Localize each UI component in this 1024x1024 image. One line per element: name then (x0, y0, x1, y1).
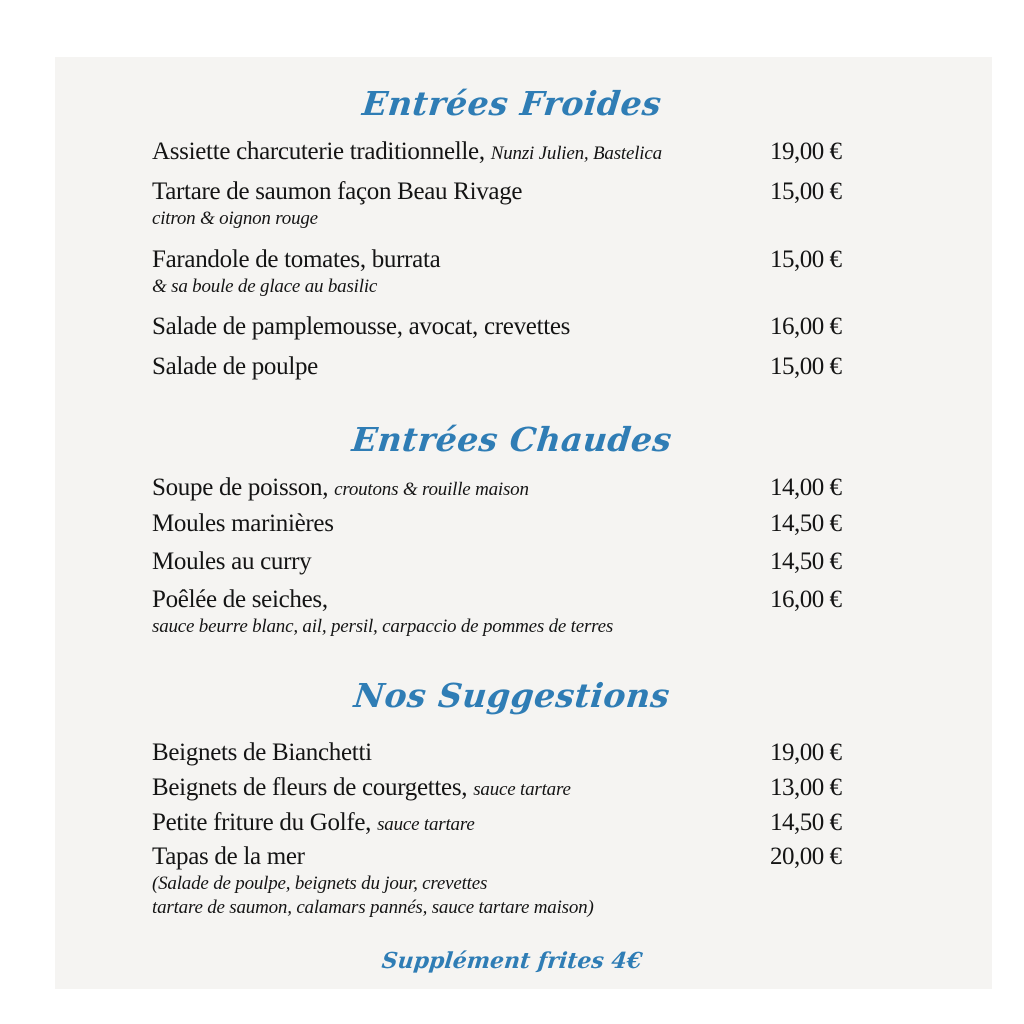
menu-item-price: 14,50 € (770, 548, 842, 575)
menu-item-price: 20,00 € (770, 843, 842, 870)
menu-item-note: sauce tartare (377, 814, 475, 835)
menu-item-name: Poêlée de seiches, (152, 586, 328, 613)
menu-item-name: Assiette charcuterie traditionnelle, Nunzi Julien, Bastelica (152, 138, 662, 165)
menu-item (152, 808, 872, 840)
menu-item (152, 547, 872, 577)
menu-item (152, 585, 872, 639)
menu-item-description: sauce beurre blanc, ail, persil, carpaccio de pommes de terres (152, 616, 614, 637)
menu-item-name: Moules au curry (152, 548, 312, 575)
menu-item-description: (Salade de poulpe, beignets du jour, crevettes (152, 873, 488, 894)
menu-item (152, 312, 872, 342)
menu-item-description: & sa boule de glace au basilic (152, 276, 378, 297)
menu-item-name: Beignets de fleurs de courgettes, sauce tartare (152, 774, 571, 801)
section-title-entrees-froides: Entrées Froides (360, 84, 664, 123)
menu-item-note: sauce tartare (473, 779, 571, 800)
menu-item (152, 352, 872, 382)
menu-item-description: citron & oignon rouge (152, 208, 318, 229)
menu-item-name: Moules marinières (152, 510, 334, 537)
menu-item-price: 16,00 € (770, 313, 842, 340)
menu-item-description: tartare de saumon, calamars pannés, sauce tartare maison) (152, 897, 594, 918)
menu-item-name: Tapas de la mer (152, 843, 305, 870)
menu-item-price: 15,00 € (770, 246, 842, 273)
menu-item (152, 773, 872, 805)
menu-item (152, 137, 872, 169)
section-title-nos-suggestions: Nos Suggestions (352, 676, 672, 715)
menu-item-price: 19,00 € (770, 138, 842, 165)
menu-item-price: 14,00 € (770, 474, 842, 501)
menu-item-price: 14,50 € (770, 510, 842, 537)
menu-item-price: 19,00 € (770, 739, 842, 766)
menu-item (152, 738, 872, 768)
menu-item-name: Salade de poulpe (152, 353, 318, 380)
supplement-note: Supplément frites 4€ (380, 948, 644, 974)
menu-item (152, 473, 872, 505)
section-title-entrees-chaudes: Entrées Chaudes (350, 420, 674, 459)
menu-item-name: Soupe de poisson, croutons & rouille maison (152, 474, 529, 501)
menu-item (152, 245, 872, 299)
menu-item-price: 14,50 € (770, 809, 842, 836)
menu-item-price: 13,00 € (770, 774, 842, 801)
menu-item-price: 16,00 € (770, 586, 842, 613)
menu-item-price: 15,00 € (770, 178, 842, 205)
menu-item-name: Tartare de saumon façon Beau Rivage (152, 178, 523, 205)
menu-item-price: 15,00 € (770, 353, 842, 380)
menu-item-name: Farandole de tomates, burrata (152, 246, 441, 273)
menu-item (152, 177, 872, 231)
menu-item (152, 509, 872, 539)
menu-item-name: Petite friture du Golfe, sauce tartare (152, 809, 475, 836)
menu-item-name: Beignets de Bianchetti (152, 739, 372, 766)
menu-item-name: Salade de pamplemousse, avocat, crevettes (152, 313, 571, 340)
menu-item (152, 842, 872, 920)
menu-item-note: croutons & rouille maison (334, 479, 529, 500)
menu-item-note: Nunzi Julien, Bastelica (490, 143, 662, 164)
